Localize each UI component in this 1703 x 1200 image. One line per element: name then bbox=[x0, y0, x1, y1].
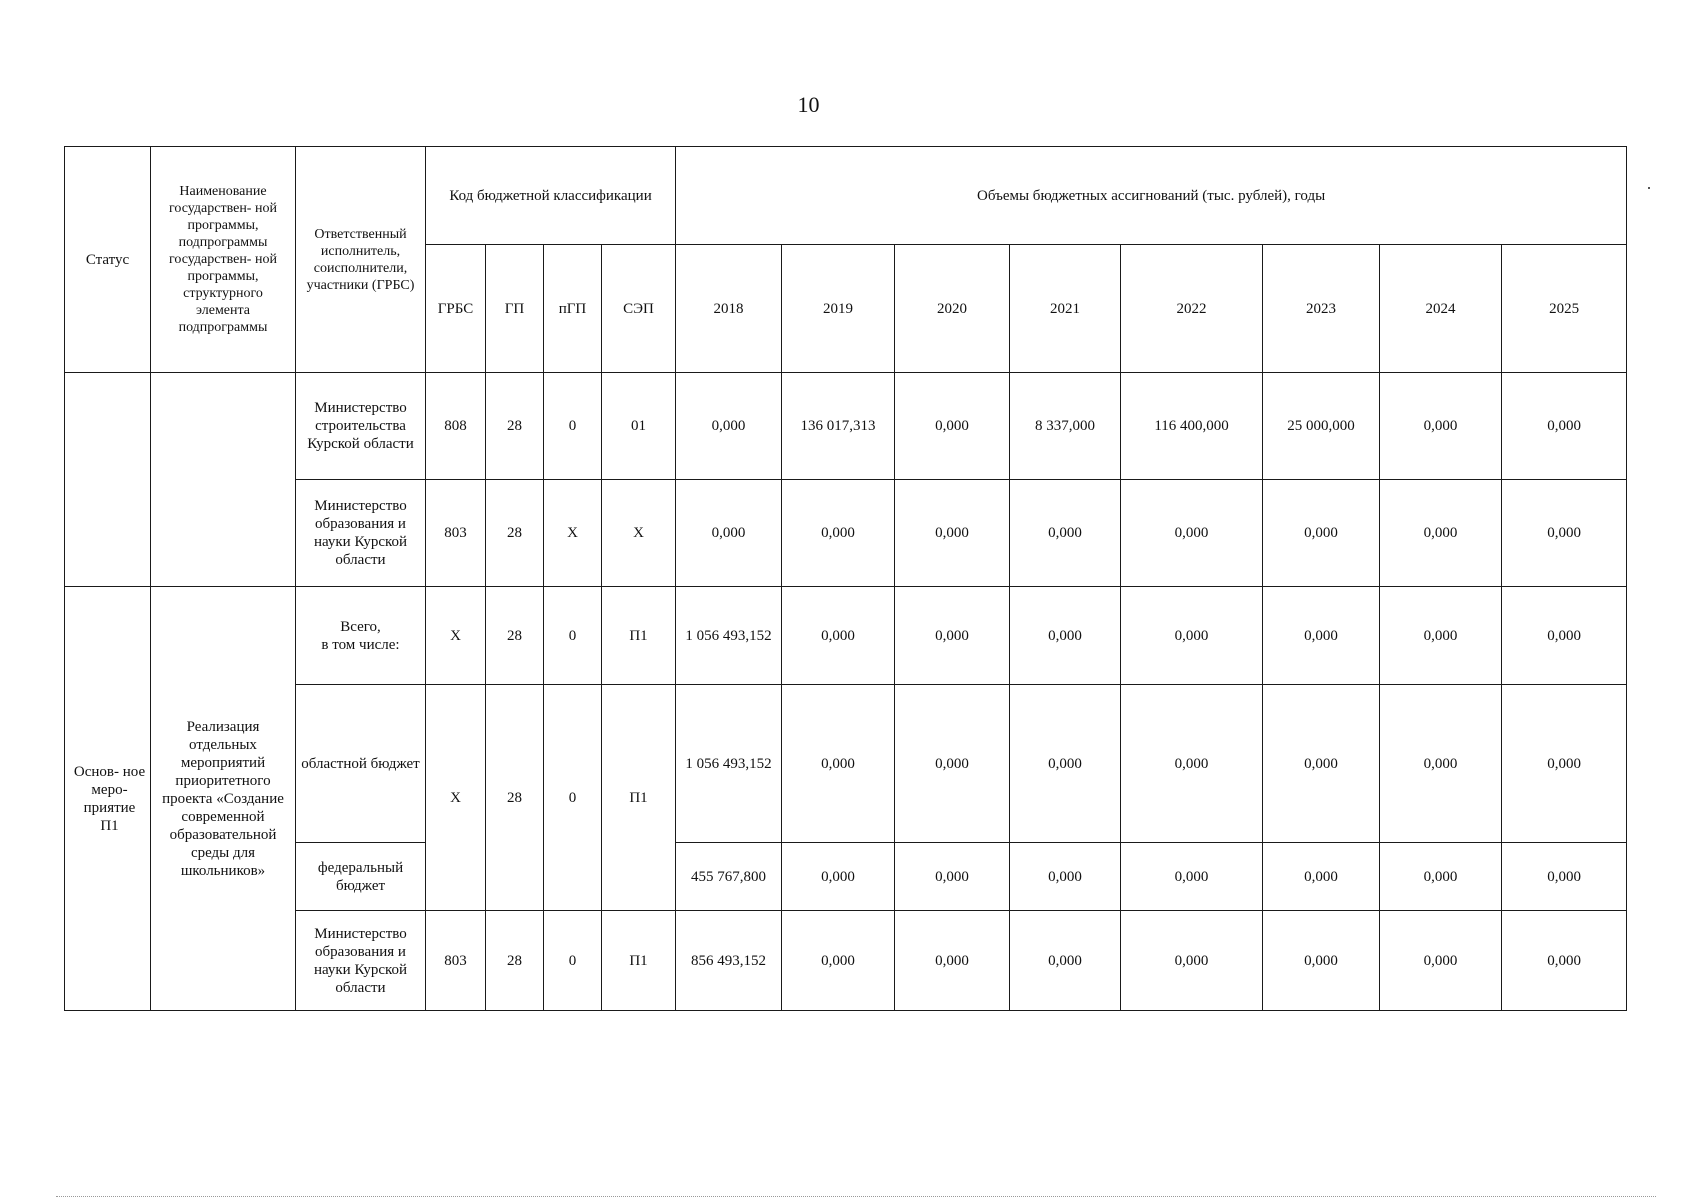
value-cell: 0,000 bbox=[1121, 911, 1263, 1011]
code-cell: 01 bbox=[602, 373, 676, 480]
code-cell: X bbox=[602, 480, 676, 587]
value-cell: 0,000 bbox=[1010, 911, 1121, 1011]
value-cell: 0,000 bbox=[1380, 373, 1502, 480]
value-cell: 0,000 bbox=[1263, 911, 1380, 1011]
value-cell: 0,000 bbox=[1010, 843, 1121, 911]
status-cell: Основ- ное меро- приятие П1 bbox=[65, 587, 151, 1011]
header-code-grbs: ГРБС bbox=[426, 245, 486, 373]
value-cell: 856 493,152 bbox=[676, 911, 782, 1011]
code-cell: П1 bbox=[602, 587, 676, 685]
value-cell: 1 056 493,152 bbox=[676, 587, 782, 685]
header-year: 2023 bbox=[1263, 245, 1380, 373]
value-cell: 0,000 bbox=[1121, 685, 1263, 843]
value-cell: 0,000 bbox=[782, 911, 895, 1011]
value-cell: 0,000 bbox=[1502, 685, 1627, 843]
value-cell: 0,000 bbox=[1380, 843, 1502, 911]
value-cell: 0,000 bbox=[1502, 843, 1627, 911]
responsible-cell: Министерство образования и науки Курской области bbox=[296, 480, 426, 587]
header-code-pgp: пГП bbox=[544, 245, 602, 373]
code-cell: 28 bbox=[486, 480, 544, 587]
header-year: 2025 bbox=[1502, 245, 1627, 373]
table-row bbox=[65, 685, 1627, 843]
header-year: 2022 bbox=[1121, 245, 1263, 373]
value-cell: 8 337,000 bbox=[1010, 373, 1121, 480]
responsible-total-line1: Всего, bbox=[340, 618, 381, 635]
header-year: 2024 bbox=[1380, 245, 1502, 373]
header-program-name: Наименование государствен- ной программы, подпрограммы государствен- ной программы, структурного элемента подпрограммы bbox=[151, 147, 296, 373]
value-cell: 0,000 bbox=[676, 373, 782, 480]
header-volumes: Объемы бюджетных ассигнований (тыс. рублей), годы bbox=[676, 147, 1627, 245]
value-cell: 0,000 bbox=[895, 911, 1010, 1011]
header-year: 2021 bbox=[1010, 245, 1121, 373]
code-cell: 803 bbox=[426, 911, 486, 1011]
header-code-sep: СЭП bbox=[602, 245, 676, 373]
value-cell: 0,000 bbox=[1502, 587, 1627, 685]
value-cell: 116 400,000 bbox=[1121, 373, 1263, 480]
value-cell: 0,000 bbox=[895, 373, 1010, 480]
value-cell: 0,000 bbox=[782, 685, 895, 843]
responsible-total-line2: в том числе: bbox=[321, 636, 400, 653]
code-cell: П1 bbox=[602, 685, 676, 911]
scan-speck bbox=[1648, 187, 1650, 189]
value-cell: 25 000,000 bbox=[1263, 373, 1380, 480]
value-cell: 0,000 bbox=[782, 587, 895, 685]
status-cell-empty bbox=[65, 373, 151, 587]
value-cell: 0,000 bbox=[1380, 911, 1502, 1011]
program-name-cell: Реализация отдельных мероприятий приоритетного проекта «Создание современной образовательной среды для школьников» bbox=[151, 587, 296, 1011]
value-cell: 0,000 bbox=[895, 843, 1010, 911]
code-cell: 28 bbox=[486, 911, 544, 1011]
value-cell: 0,000 bbox=[1502, 480, 1627, 587]
code-cell: 28 bbox=[486, 685, 544, 911]
header-row-1 bbox=[65, 147, 1627, 245]
table-row bbox=[65, 480, 1627, 587]
budget-allocation-table bbox=[64, 146, 1627, 1011]
value-cell: 0,000 bbox=[1502, 911, 1627, 1011]
value-cell: 0,000 bbox=[1380, 587, 1502, 685]
value-cell: 0,000 bbox=[895, 587, 1010, 685]
responsible-cell: федеральный бюджет bbox=[296, 843, 426, 911]
code-cell: П1 bbox=[602, 911, 676, 1011]
value-cell: 0,000 bbox=[1263, 843, 1380, 911]
value-cell: 0,000 bbox=[1121, 843, 1263, 911]
value-cell: 0,000 bbox=[1010, 480, 1121, 587]
bottom-scan-rule bbox=[56, 1196, 1656, 1197]
responsible-cell-total bbox=[296, 587, 426, 685]
code-cell: 28 bbox=[486, 587, 544, 685]
value-cell: 0,000 bbox=[1380, 685, 1502, 843]
table-row bbox=[65, 373, 1627, 480]
table-row bbox=[65, 911, 1627, 1011]
value-cell: 0,000 bbox=[1121, 480, 1263, 587]
code-cell: 0 bbox=[544, 373, 602, 480]
responsible-cell: Министерство образования и науки Курской области bbox=[296, 911, 426, 1011]
header-year: 2019 bbox=[782, 245, 895, 373]
value-cell: 0,000 bbox=[895, 480, 1010, 587]
table-row bbox=[65, 843, 1627, 911]
value-cell: 0,000 bbox=[1263, 480, 1380, 587]
header-year: 2018 bbox=[676, 245, 782, 373]
value-cell: 0,000 bbox=[1010, 587, 1121, 685]
code-cell: X bbox=[426, 587, 486, 685]
code-cell: 0 bbox=[544, 587, 602, 685]
value-cell: 0,000 bbox=[1263, 685, 1380, 843]
page-number: 10 bbox=[797, 92, 820, 117]
value-cell: 0,000 bbox=[1121, 587, 1263, 685]
table-row bbox=[65, 587, 1627, 685]
responsible-cell: Министерство строительства Курской области bbox=[296, 373, 426, 480]
header-responsible: Ответственный исполнитель, соисполнители, участники (ГРБС) bbox=[296, 147, 426, 373]
header-year: 2020 bbox=[895, 245, 1010, 373]
code-cell: X bbox=[426, 685, 486, 911]
value-cell: 0,000 bbox=[676, 480, 782, 587]
program-name-cell-empty bbox=[151, 373, 296, 587]
value-cell: 455 767,800 bbox=[676, 843, 782, 911]
header-code-gp: ГП bbox=[486, 245, 544, 373]
value-cell: 0,000 bbox=[895, 685, 1010, 843]
value-cell: 136 017,313 bbox=[782, 373, 895, 480]
value-cell: 0,000 bbox=[782, 843, 895, 911]
value-cell: 0,000 bbox=[1380, 480, 1502, 587]
value-cell: 0,000 bbox=[1010, 685, 1121, 843]
value-cell: 0,000 bbox=[1263, 587, 1380, 685]
header-status: Статус bbox=[65, 147, 151, 373]
value-cell: 0,000 bbox=[782, 480, 895, 587]
code-cell: 0 bbox=[544, 911, 602, 1011]
code-cell: 803 bbox=[426, 480, 486, 587]
code-cell: 808 bbox=[426, 373, 486, 480]
responsible-cell: областной бюджет bbox=[296, 685, 426, 843]
value-cell: 1 056 493,152 bbox=[676, 685, 782, 843]
code-cell: X bbox=[544, 480, 602, 587]
code-cell: 28 bbox=[486, 373, 544, 480]
header-budget-code: Код бюджетной классификации bbox=[426, 147, 676, 245]
value-cell: 0,000 bbox=[1502, 373, 1627, 480]
code-cell: 0 bbox=[544, 685, 602, 911]
